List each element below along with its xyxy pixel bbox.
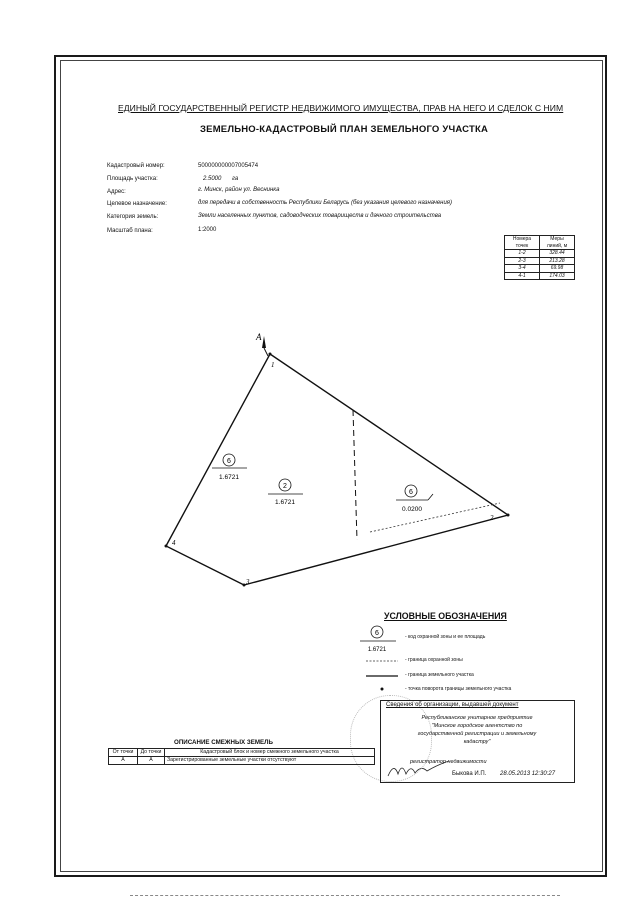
measurements-col-points: Номера точек	[505, 236, 540, 250]
legend-item-zone-code: - код охранной зоны и ее площадь	[405, 634, 486, 640]
measurement-length: 328.44	[540, 250, 575, 258]
organization-line-4: кадастру"	[463, 739, 491, 745]
area-label: Площадь участка:	[107, 176, 158, 182]
point-label-1: 1	[271, 361, 275, 369]
category-value: Земли населенных пунктов, садоводческих товариществ и дачного строительства	[198, 213, 442, 219]
area-value: 2.5000	[203, 176, 222, 182]
legend-sample-code: 6	[375, 630, 379, 637]
measurement-length: 69.98	[540, 265, 575, 273]
zone-right-leader	[428, 494, 433, 500]
organization-line-1: Республиканское унитарное предприятие	[421, 715, 533, 721]
legend-item-turn-point: - точка поворота границы земельного участка	[405, 686, 512, 692]
registrar-signer: Быкова И.П.	[452, 771, 487, 777]
measurement-points: 2-3	[505, 257, 540, 265]
address-value: г. Минск, район ул. Веснинка	[198, 187, 280, 193]
scale-value: 1:2000	[198, 227, 217, 233]
document-title: ЗЕМЕЛЬНО-КАДАСТРОВЫЙ ПЛАН ЗЕМЕЛЬНОГО УЧАСТКА	[200, 124, 489, 135]
registration-datetime: 28.05.2013 12:30:27	[500, 771, 556, 777]
north-arrow-stem	[264, 348, 268, 356]
scale-label: Масштаб плана:	[107, 228, 153, 234]
adjacent-col-to: До точки	[138, 749, 165, 757]
organization-title: Сведения об организации, выдавшей документ	[386, 702, 519, 708]
measurement-points: 4-1	[505, 272, 540, 280]
adjacent-col-desc: Кадастровый блок и номер смежного земельного участка	[165, 749, 375, 757]
parcel-boundary	[166, 354, 508, 585]
north-label: А	[256, 332, 262, 342]
turn-point-1	[269, 353, 272, 356]
zone-left-code: 6	[227, 458, 231, 465]
legend-turn-point	[381, 688, 384, 691]
legend-title: УСЛОВНЫЕ ОБОЗНАЧЕНИЯ	[384, 611, 507, 621]
adjacent-header-row	[109, 749, 375, 757]
organization-line-2: "Минское городское агентство по	[431, 723, 523, 729]
parcel-area: 1.6721	[275, 499, 295, 506]
cadastral-number-value: 500000000007005474	[198, 163, 259, 169]
protective-zone-border-vertical	[353, 410, 357, 540]
point-label-4: 4	[172, 539, 176, 547]
address-label: Адрес:	[107, 189, 126, 195]
adjacent-desc: Зарегистрированные земельные участки отсутствуют	[165, 757, 375, 765]
turn-point-2	[507, 514, 510, 517]
measurement-points: 1-2	[505, 250, 540, 258]
category-label: Категория земель:	[107, 214, 159, 220]
zone-left-area: 1.6721	[219, 474, 239, 481]
point-label-2: 2	[490, 514, 494, 522]
scan-bottom-artifacts	[130, 895, 560, 898]
legend-item-parcel-border: - граница земельного участка	[405, 672, 474, 678]
organization-line-3: государственной регистрации и земельному	[417, 731, 537, 737]
legend-sample-area: 1.6721	[367, 647, 387, 653]
adjacent-col-from: От точки	[109, 749, 138, 757]
adjacent-to: А	[138, 757, 165, 765]
zone-right-code: 6	[409, 489, 413, 496]
measurements-col-length: Меры линий, м	[540, 236, 575, 250]
adjacent-lands-title: ОПИСАНИЕ СМЕЖНЫХ ЗЕМЕЛЬ	[174, 739, 273, 746]
adjacent-lands-table	[108, 748, 375, 765]
registrar-role: регистратор недвижимости	[410, 759, 487, 765]
adjacent-from: А	[109, 757, 138, 765]
measurement-length: 174.03	[540, 272, 575, 280]
turn-point-4	[165, 545, 168, 548]
table-row	[109, 757, 375, 765]
zone-right-area: 0.0200	[402, 506, 422, 513]
area-unit: га	[232, 176, 239, 182]
cadastral-number-label: Кадастровый номер:	[107, 163, 165, 169]
measurement-points: 3-4	[505, 265, 540, 273]
parcel-code: 2	[283, 483, 287, 490]
purpose-value: для передачи в собственность Республики Беларусь (без указания целевого назначения)	[198, 200, 452, 206]
registry-header: ЕДИНЫЙ ГОСУДАРСТВЕННЫЙ РЕГИСТР НЕДВИЖИМОГО ИМУЩЕСТВА, ПРАВ НА НЕГО И СДЕЛОК С НИМ	[118, 103, 564, 113]
north-arrow-icon	[262, 336, 266, 348]
measurement-length: 213.28	[540, 257, 575, 265]
point-label-3: 3	[246, 578, 250, 586]
legend-item-zone-border: - граница охранной зоны	[405, 657, 463, 663]
purpose-label: Целевое назначение:	[107, 201, 167, 207]
protective-zone-border-diagonal	[370, 503, 500, 532]
